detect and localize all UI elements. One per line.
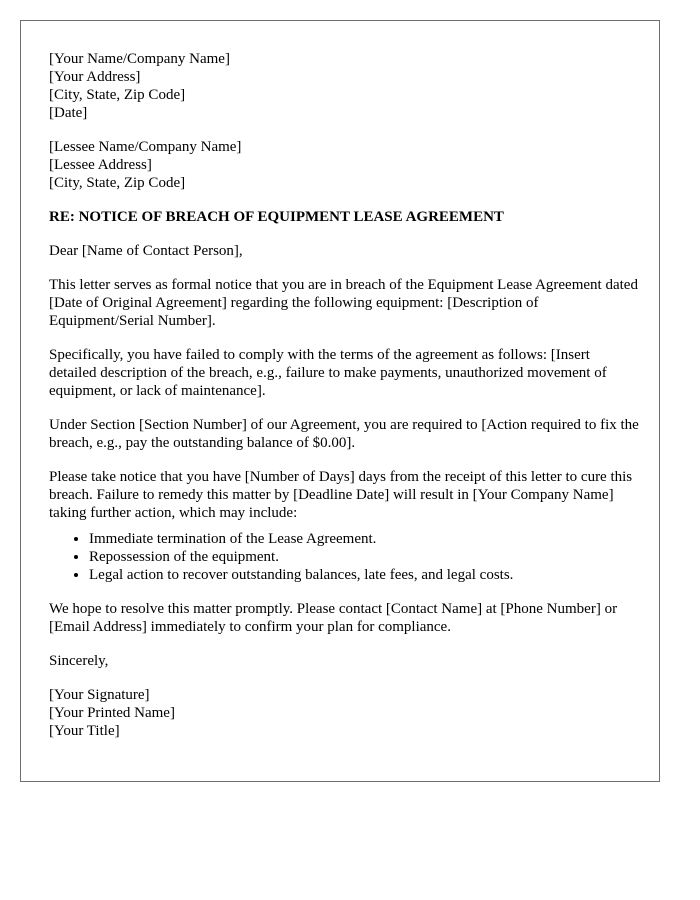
sender-address: [Your Address]: [49, 69, 141, 85]
paragraph-deadline: Please take notice that you have [Number of Days] days from the receipt of this letter to cure this breach. Failure to remedy this matter by [Deadline Date] will result in [Your Company Name] taking further action, which may include:: [49, 469, 633, 521]
recipient-name: [Lessee Name/Company Name]: [49, 139, 242, 155]
paragraph-closing: We hope to resolve this matter promptly. Please contact [Contact Name] at [Phone Number] or [Email Address] immediately to confirm your plan for compliance.: [49, 601, 618, 635]
sender-name: [Your Name/Company Name]: [49, 51, 230, 67]
signer-title: [Your Title]: [49, 723, 120, 739]
paragraph-required-action: Under Section [Section Number] of our Agreement, you are required to [Action required to fix the breach, e.g., pay the outstanding balance of $0.00].: [49, 417, 639, 451]
consequences-list: [49, 530, 639, 584]
salutation: Dear [Name of Contact Person],: [49, 243, 243, 259]
list-item: • Repossession of the equipment.: [89, 548, 639, 566]
paragraph-notice: This letter serves as formal notice that you are in breach of the Equipment Lease Agreement dated [Date of Original Agreement] regarding the following equipment: [Description of Equipment/Serial Number].: [49, 277, 638, 329]
list-item: • Immediate termination of the Lease Agreement.: [89, 530, 639, 548]
subject-line: RE: NOTICE OF BREACH OF EQUIPMENT LEASE AGREEMENT: [49, 209, 504, 225]
letter-body: [49, 50, 639, 740]
paragraph-breach-details: Specifically, you have failed to comply with the terms of the agreement as follows: [Insert detailed description of the breach, e.g., failure to make payments, unauthorized movement of equipment, or lack of maintenance].: [49, 347, 607, 399]
signature-line: [Your Signature]: [49, 687, 150, 703]
sender-city-state-zip: [City, State, Zip Code]: [49, 87, 186, 103]
recipient-address-block: [49, 138, 639, 192]
recipient-city-state-zip: [City, State, Zip Code]: [49, 175, 186, 191]
list-item: • Legal action to recover outstanding balances, late fees, and legal costs.: [89, 566, 639, 584]
printed-name: [Your Printed Name]: [49, 705, 175, 721]
sender-address-block: [49, 50, 639, 122]
closing-salutation: Sincerely,: [49, 653, 109, 669]
recipient-address: [Lessee Address]: [49, 157, 152, 173]
signature-block: [49, 686, 639, 740]
letter-page: [20, 20, 660, 782]
letter-date: [Date]: [49, 105, 88, 121]
